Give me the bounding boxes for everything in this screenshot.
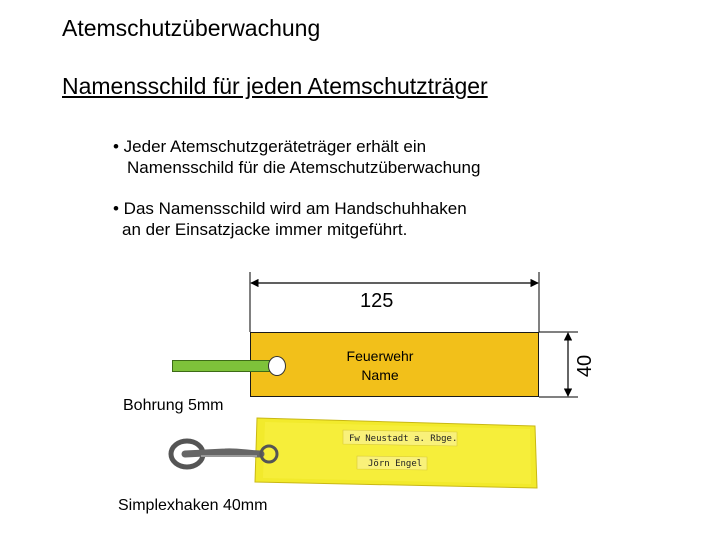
bullet-2-line-2: an der Einsatzjacke immer mitgeführt. [122, 220, 408, 239]
tag-text-line-1: Feuerwehr [346, 348, 414, 364]
tag-text-line-2: Name [361, 367, 399, 383]
photo-text-line-2: Jörn Engel [368, 459, 423, 469]
bullet-2-line-1: • Das Namensschild wird am Handschuhhaken [113, 199, 467, 218]
hook-label: Simplexhaken 40mm [118, 497, 268, 514]
width-dimension-label: 125 [360, 290, 394, 312]
width-dimension [250, 272, 539, 332]
drill-hole [268, 356, 286, 376]
bullet-1-line-1: • Jeder Atemschutzgeräteträger erhält ein [113, 137, 427, 156]
height-dimension-label: 40 [574, 354, 596, 378]
bullet-1-line-2: Namensschild für die Atemschutzüberwachung [127, 158, 481, 177]
photo-text-line-1: Fw Neustadt a. Rbge. [349, 434, 458, 444]
page-subtitle: Namensschild für jeden Atemschutzträger [62, 73, 488, 99]
page-title: Atemschutzüberwachung [62, 15, 321, 41]
hook-rod [172, 360, 270, 372]
hole-label: Bohrung 5mm [123, 397, 224, 414]
name-tag-photo [165, 410, 545, 490]
